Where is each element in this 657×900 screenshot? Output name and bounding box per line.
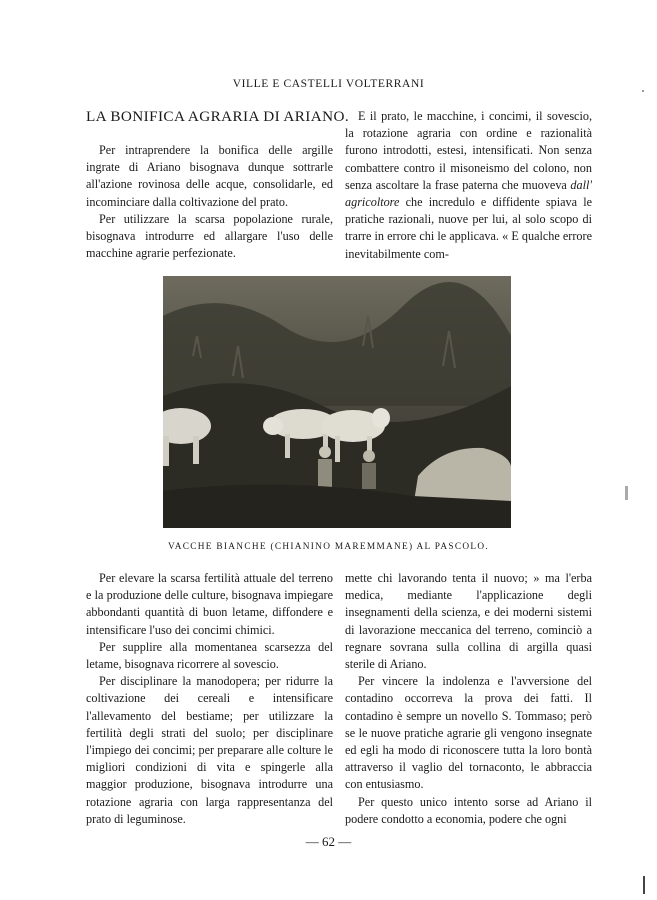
paragraph-text: E il prato, le macchine, i concimi, il sovescio, la rotazione agraria con ordine e razionalità furono introdotti, estesi, intensificati. Non senza combattere contro il misoneismo del colono, non senza ascoltare la frase paterna che muoveva bbox=[345, 109, 592, 192]
paragraph: Per disciplinare la manodopera; per ridurre la coltivazione dei cereali e intensificare l'allevamento del bestiame; per utilizzare la fertilità degli strati del suolo; per disciplinare l'impiego dei concimi; per preparare alle colture le migliori condizioni di vita e spingerle alla maggior produzione, bisognava introdurre una rotazione agraria con larga rappresentanza del prato di leguminose. bbox=[86, 674, 333, 826]
right-column-bottom bbox=[345, 570, 592, 828]
paragraph: Per intraprendere la bonifica delle argille ingrate di Ariano bisognava dunque sottrarle all'azione rovinosa delle acque, consolidarle, ed incominciare dalla coltivazione del prato. bbox=[86, 143, 333, 209]
left-column-bottom bbox=[86, 570, 333, 828]
paragraph: Per elevare la scarsa fertilità attuale del terreno e la produzione delle culture, bisognava impiegare abbondanti quantità di buon letame, diffondere e intensificare l'uso dei concimi chimici. bbox=[86, 571, 333, 637]
paragraph: Per supplire alla momentanea scarsezza del letame, bisognava ricorrere al sovescio. bbox=[86, 639, 333, 672]
paragraph-text: che incredulo e diffidente spiava le pratiche razionali, nuove per lui, al solo scopo di trarre in errore chi le applicava. « E qualche errore inevitabilmente com- bbox=[345, 195, 592, 261]
left-column-top bbox=[86, 142, 333, 262]
cattle-photograph bbox=[163, 276, 511, 528]
page-number: — 62 — bbox=[305, 834, 352, 849]
section-title: LA BONIFICA AGRARIA DI ARIANO. bbox=[86, 108, 350, 125]
photo-illustration bbox=[163, 276, 511, 528]
italic-phrase: dall' agricoltore bbox=[345, 177, 592, 210]
scan-mark bbox=[643, 876, 645, 894]
paragraph: mette chi lavorando tenta il nuovo; » ma l'erba medica, mediante l'applicazione degli insegnamenti della scienza, e dei moderni sistemi di lavorazione meccanica del terreno, cominciò a regnare sovrana sulla collina di argilla quasi sterile di Ariano. bbox=[345, 571, 592, 672]
scan-mark bbox=[625, 486, 628, 500]
scan-mark bbox=[642, 90, 644, 92]
running-title: VILLE E CASTELLI VOLTERRANI bbox=[232, 78, 425, 90]
paragraph: Per questo unico intento sorse ad Ariano il podere condotto a economia, podere che ogni bbox=[345, 794, 592, 826]
paragraph bbox=[345, 108, 592, 263]
paragraph: Per utilizzare la scarsa popolazione rurale, bisognava introdurre ed allargare l'uso delle macchine agrarie perfezionate. bbox=[86, 211, 333, 261]
figure-caption: VACCHE BIANCHE (CHIANINO MAREMMANE) AL PASCOLO. bbox=[167, 542, 490, 552]
paragraph: Per vincere la indolenza e l'avversione del contadino occorreva la prova dei fatti. Il contadino è sempre un novello S. Tommaso; però se le nuove pratiche agrarie gli vengono insegnate ed egli ha modo di riconoscere tutta la loro bontà attraverso il vaglio del tornaconto, le abbraccia con entusiasmo. bbox=[345, 674, 592, 792]
right-column-top bbox=[345, 108, 592, 263]
